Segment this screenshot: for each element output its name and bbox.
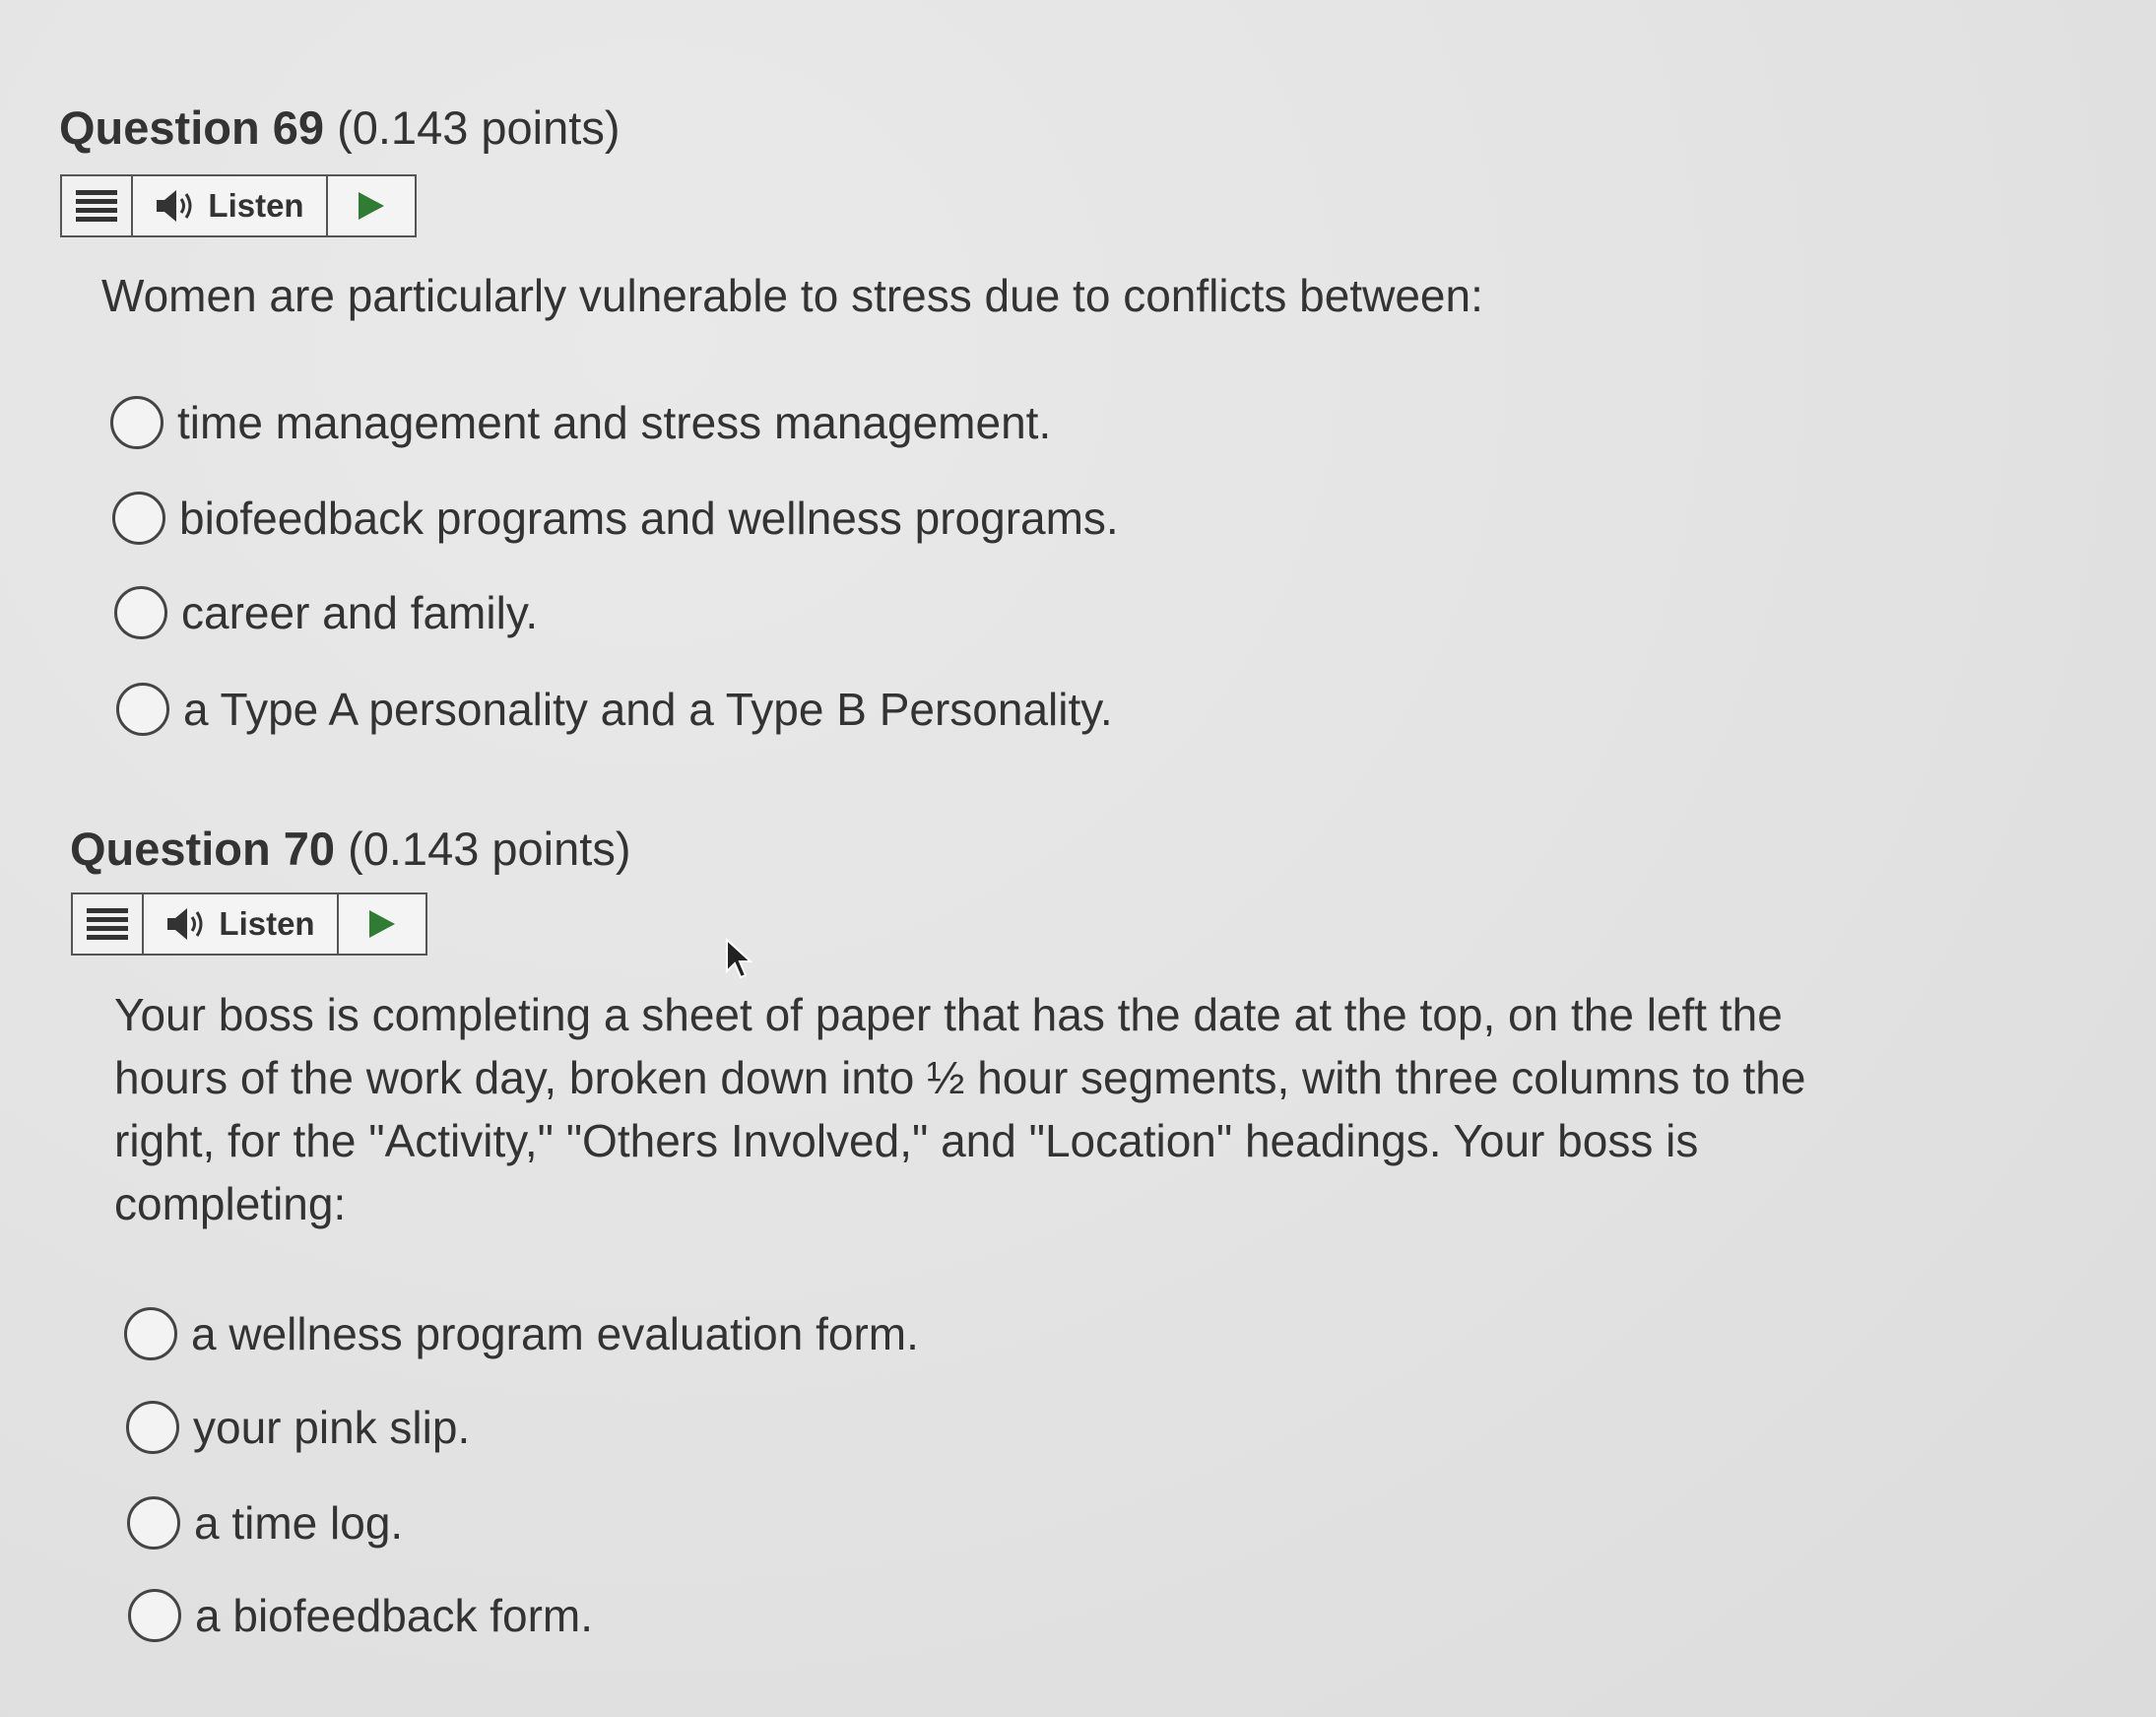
listen-label: Listen [219,905,315,942]
option-label: a Type A personality and a Type B Personality. [183,684,1113,735]
option-label: career and family. [181,587,539,638]
radio-button[interactable] [126,1401,179,1454]
speaker-icon [165,906,209,942]
menu-lines-icon [87,906,128,942]
answer-option[interactable] [114,586,538,639]
question-heading [70,822,630,877]
answer-option[interactable] [110,396,1051,449]
listen-toolbar [60,174,417,237]
radio-button[interactable] [124,1307,177,1360]
question-text: Women are particularly vulnerable to stress due to conflicts between: [101,270,1483,321]
option-label: your pink slip. [193,1402,471,1453]
answer-option[interactable] [126,1401,470,1454]
radio-button[interactable] [128,1589,181,1642]
listen-button[interactable] [144,894,339,954]
menu-button[interactable] [62,176,133,235]
play-icon [357,190,386,222]
radio-button[interactable] [116,683,169,736]
listen-button[interactable] [133,176,328,235]
menu-button[interactable] [73,894,144,954]
mouse-cursor-icon [725,938,754,981]
answer-option[interactable] [112,492,1119,545]
answer-option[interactable] [116,683,1113,736]
option-label: a time log. [194,1497,404,1549]
answer-option[interactable] [127,1496,403,1550]
question-points: (0.143 points) [337,101,621,154]
option-label: a biofeedback form. [195,1590,594,1641]
question-number: Question 69 [59,101,325,154]
question-number: Question 70 [70,823,336,875]
play-icon [367,908,397,940]
question-points: (0.143 points) [348,823,631,875]
question-text: Your boss is completing a sheet of paper that has the date at the top, on the left the hours of the work day, broken down into ½ hour segments, with three columns to the right, for the "Activity," "Others Involved," and "Location" headings. Your boss is completing: [114,989,1806,1229]
radio-button[interactable] [127,1496,180,1550]
speaker-icon [155,188,198,224]
listen-label: Listen [208,187,304,224]
option-label: time management and stress management. [177,397,1052,448]
radio-button[interactable] [114,586,167,639]
listen-toolbar [71,892,427,956]
play-button[interactable] [339,894,425,954]
radio-button[interactable] [110,396,163,449]
menu-lines-icon [76,188,117,224]
option-label: a wellness program evaluation form. [191,1308,919,1359]
option-label: biofeedback programs and wellness programs. [179,493,1119,544]
answer-option[interactable] [128,1589,593,1642]
answer-option[interactable] [124,1307,919,1360]
question-heading [59,100,620,156]
play-button[interactable] [328,176,415,235]
radio-button[interactable] [112,492,165,545]
